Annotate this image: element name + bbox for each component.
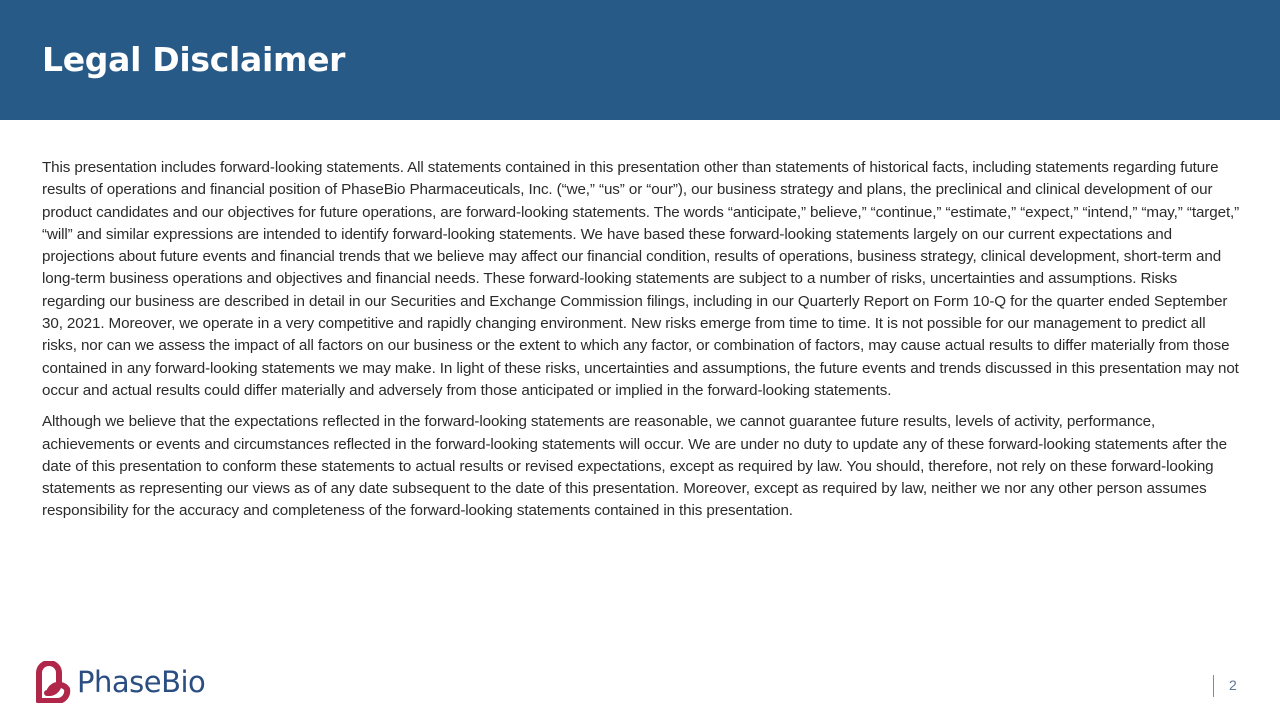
phasebio-logo-text: PhaseBio: [77, 665, 206, 699]
title-bar: [0, 0, 1280, 120]
disclaimer-body: [42, 157, 1240, 532]
phasebio-logo: [34, 661, 205, 703]
disclaimer-paragraph-2: Although we believe that the expectations reflected in the forward-looking statements are reasonable, we cannot guarantee future results, levels of activity, performance, achievements or events and circumstances reflected in the forward-looking statements will occur. We are under no duty to update any of these forward-looking statements after the date of this presentation to conform these statements to actual results or revised expectations, except as required by law. You should, therefore, not rely on these forward-looking statements as representing our views as of any date subsequent to the date of this presentation. Moreover, except as required by law, neither we nor any other person assumes responsibility for the accuracy and completeness of the forward-looking statements contained in this presentation.: [42, 413, 1227, 520]
page-title: Legal Disclaimer: [42, 40, 346, 79]
page-number: 2: [1229, 677, 1237, 693]
page-number-divider: [1213, 675, 1214, 697]
phasebio-logo-icon: [34, 661, 72, 703]
disclaimer-paragraph-1: This presentation includes forward-looking statements. All statements contained in this presentation other than statements of historical facts, including statements regarding future results of operations and financial position of PhaseBio Pharmaceuticals, Inc. (“we,” “us” or “our”), our business strategy and plans, the preclinical and clinical development of our product candidates and our objectives for future operations, are forward-looking statements. The words “anticipate,” believe,” “continue,” “estimate,” “expect,” “intend,” “may,” “target,” “will” and similar expressions are intended to identify forward-looking statements. We have based these forward-looking statements largely on our current expectations and projections about future events and financial trends that we believe may affect our financial condition, results of operations, business strategy, clinical development, short-term and long-term business operations and objectives and financial needs. These forward-looking statements are subject to a number of risks, uncertainties and assumptions. Risks regarding our business are described in detail in our Securities and Exchange Commission filings, including in our Quarterly Report on Form 10-Q for the quarter ended September 30, 2021. Moreover, we operate in a very competitive and rapidly changing environment. New risks emerge from time to time. It is not possible for our management to predict all risks, nor can we assess the impact of all factors on our business or the extent to which any factor, or combination of factors, may cause actual results to differ materially from those contained in any forward-looking statements we may make. In light of these risks, uncertainties and assumptions, the future events and trends discussed in this presentation may not occur and actual results could differ materially and adversely from those anticipated or implied in the forward-looking statements.: [42, 159, 1240, 399]
